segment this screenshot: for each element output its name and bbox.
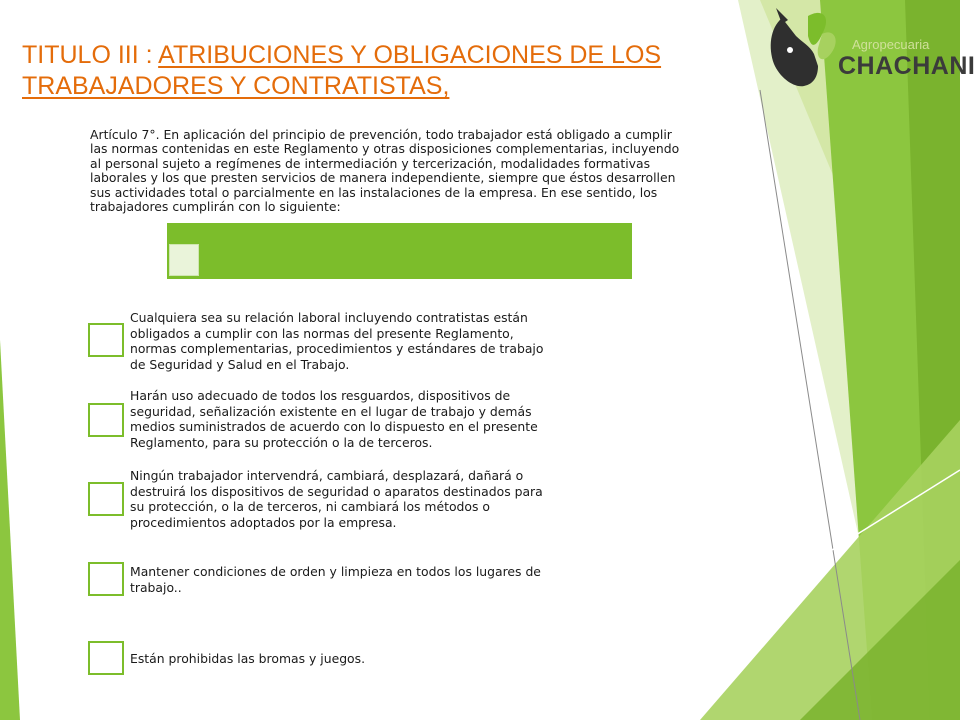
item-2-checkbox (88, 403, 124, 437)
logo-subtitle: Agropecuaria (852, 37, 930, 52)
logo-brand-name: CHACHANI (838, 52, 975, 80)
item-1-checkbox (88, 323, 124, 357)
list-item-5: Están prohibidas las bromas y juegos. (130, 651, 366, 666)
article-intro-paragraph: Artículo 7°. En aplicación del principio de prevención, todo trabajador está obligado a cumplir las normas contenidas en este Reglamento y otras disposiciones complementarias, incluyendo al personal sujeto a regímenes de intermediación y tercerización, modalidades formativas laborales y los que presten servicios de manera independiente, siempre que éstos desarrollen sus actividades total o parcialmente en las instalaciones de la empresa. En ese sentido, los trabajadores cumplirán con lo siguiente: (90, 127, 680, 215)
slide-title (22, 40, 742, 102)
title-prefix: TITULO III : (22, 41, 159, 69)
item-4-checkbox (88, 562, 124, 596)
banner-checkbox (169, 244, 199, 276)
list-item-4: Mantener condiciones de orden y limpieza en todos los lugares de trabajo.. (130, 564, 541, 595)
left-green-stripe (0, 340, 20, 720)
green-banner (167, 223, 632, 279)
item-5-checkbox (88, 641, 124, 675)
list-item-2: Harán uso adecuado de todos los resguardos, dispositivos de seguridad, señalización existente en el lugar de trabajo y demás medios suministrados de acuerdo con lo dispuesto en el presente Reglamento, para su protección o la de terceros. (130, 388, 538, 450)
list-item-1: Cualquiera sea su relación laboral incluyendo contratistas están obligados a cumplir con las normas del presente Reglamento, normas complementarias, procedimientos y estándares de trabajo de Seguridad y Salud en el Trabajo. (130, 310, 544, 372)
list-item-3: Ningún trabajador intervendrá, cambiará, desplazará, dañará o destruirá los dispositivos de seguridad o aparatos destinados para su protección, o la de terceros, ni cambiará los métodos o procedimientos adoptados por la empresa. (130, 468, 543, 530)
item-3-checkbox (88, 482, 124, 516)
title-underlined-text: ATRIBUCIONES Y OBLIGACIONES DE LOS TRABAJADORES Y CONTRATISTAS, (22, 41, 662, 100)
